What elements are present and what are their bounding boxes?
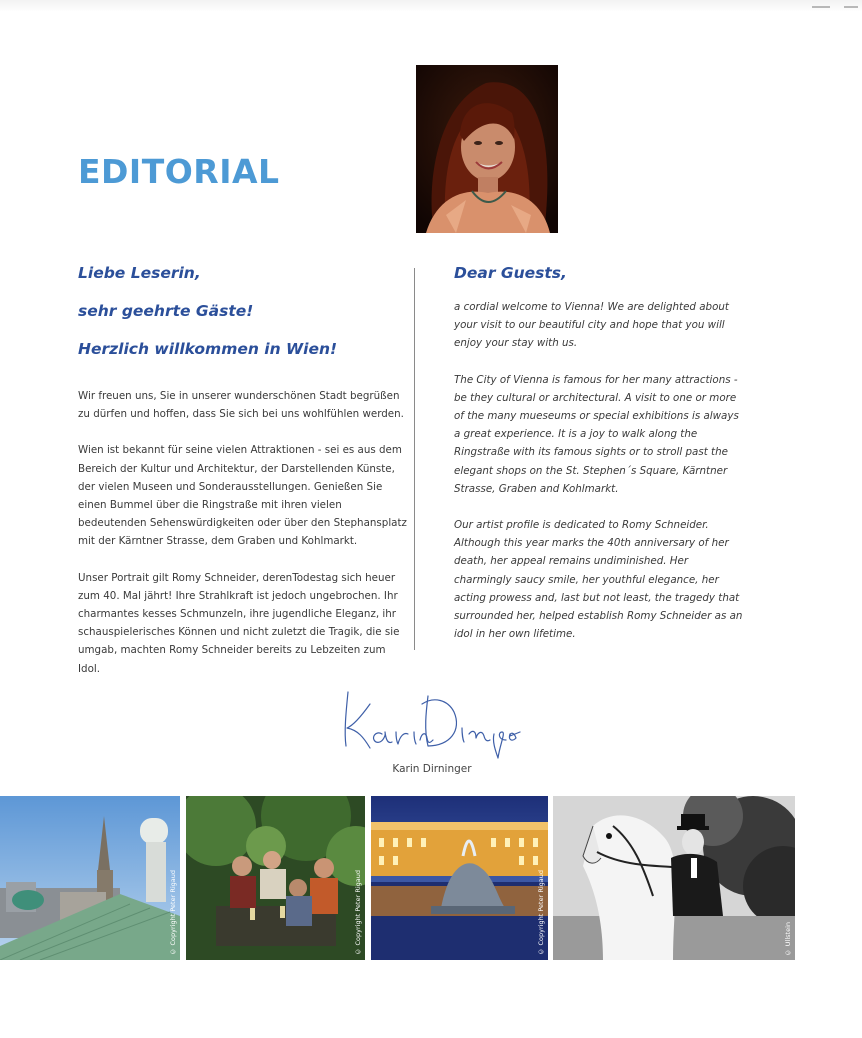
photo-credit: © Copyright Peter Rigaud	[169, 870, 177, 956]
english-paragraph: a cordial welcome to Vienna! We are delighted about your visit to our beautiful city and hope that you will enjoy your stay with us.	[454, 301, 729, 350]
photo-credit: © Copyright Peter Rigaud	[537, 870, 545, 956]
greeting-line-3: Herzlich willkommen in Wien!	[78, 340, 338, 358]
minimize-icon[interactable]	[812, 6, 830, 8]
handwritten-signature	[330, 682, 540, 762]
german-paragraph: Wir freuen uns, Sie in unserer wunderschönen Stadt begrüßen zu dürfen und hoffen, dass Sie sich bei uns wohlfühlen werden.	[78, 390, 404, 421]
english-paragraph: Our artist profile is dedicated to Romy Schneider. Although this year marks the 40th anniversary of her death, her appeal remains undiminished. Her charmingly saucy smile, her youthful elegance, her acting prowess and, last but not least, the tragedy that surrounded her, helped establish Romy Schneider as an idol in her own lifetime.	[454, 519, 743, 641]
german-paragraph: Unser Portrait gilt Romy Schneider, derenTodestag sich heuer zum 40. Mal jährt! Ihre Strahlkraft ist jedoch ungebrochen. Ihr charmantes kesses Schmunzeln, ihre jugendliche Eleganz, ihr schauspielerisches Können und nicht zuletzt die Tragik, die sie umgab, machten Romy Schneider bereits zu Lebzeiten zum Idol.	[78, 571, 400, 675]
german-column	[78, 262, 408, 678]
photo-credit: © Ullstein	[784, 921, 792, 956]
signature-name: Karin Dirninger	[392, 763, 472, 775]
german-paragraph: Wien ist bekannt für seine vielen Attraktionen - sei es aus dem Bereich der Kultur und Architektur, der Darstellenden Künste, der vielen Museen und Sonderausstellungen. Genießen Sie einen Bummel über die Ringstraße mit ihren vielen bedeutenden Sehenswürdigkeiten oder über den Stephansplatz mit der Kärntner Strasse, dem Graben und Kohlmarkt.	[78, 444, 407, 548]
page-title: EDITORIAL	[78, 152, 280, 191]
heuriger-garden-photo	[186, 796, 365, 960]
romy-schneider-horse-photo	[553, 796, 795, 960]
editor-portrait-photo	[416, 65, 558, 233]
window-top-bar	[0, 0, 862, 12]
greeting-line-2: sehr geehrte Gäste!	[78, 302, 254, 320]
restore-icon[interactable]	[844, 6, 858, 8]
greeting-line-1: Liebe Leserin,	[78, 264, 201, 282]
english-greeting: Dear Guests,	[454, 264, 567, 282]
schoenbrunn-night-photo	[371, 796, 548, 960]
english-column	[454, 262, 744, 643]
english-paragraph: The City of Vienna is famous for her many attractions - be they cultural or architectural. A visit to one or more of the many mueseums or special exhibitions is always a great experience. It is a joy to walk along the Ringstraße with its famous sights or to stroll past the elegant shops on the St. Stephen´s Square, Kärntner Strasse, Graben and Kohlmarkt.	[454, 373, 739, 495]
photo-credit: © Copyright Peter Rigaud	[354, 870, 362, 956]
vienna-skyline-photo	[0, 796, 180, 960]
column-divider	[414, 268, 415, 650]
